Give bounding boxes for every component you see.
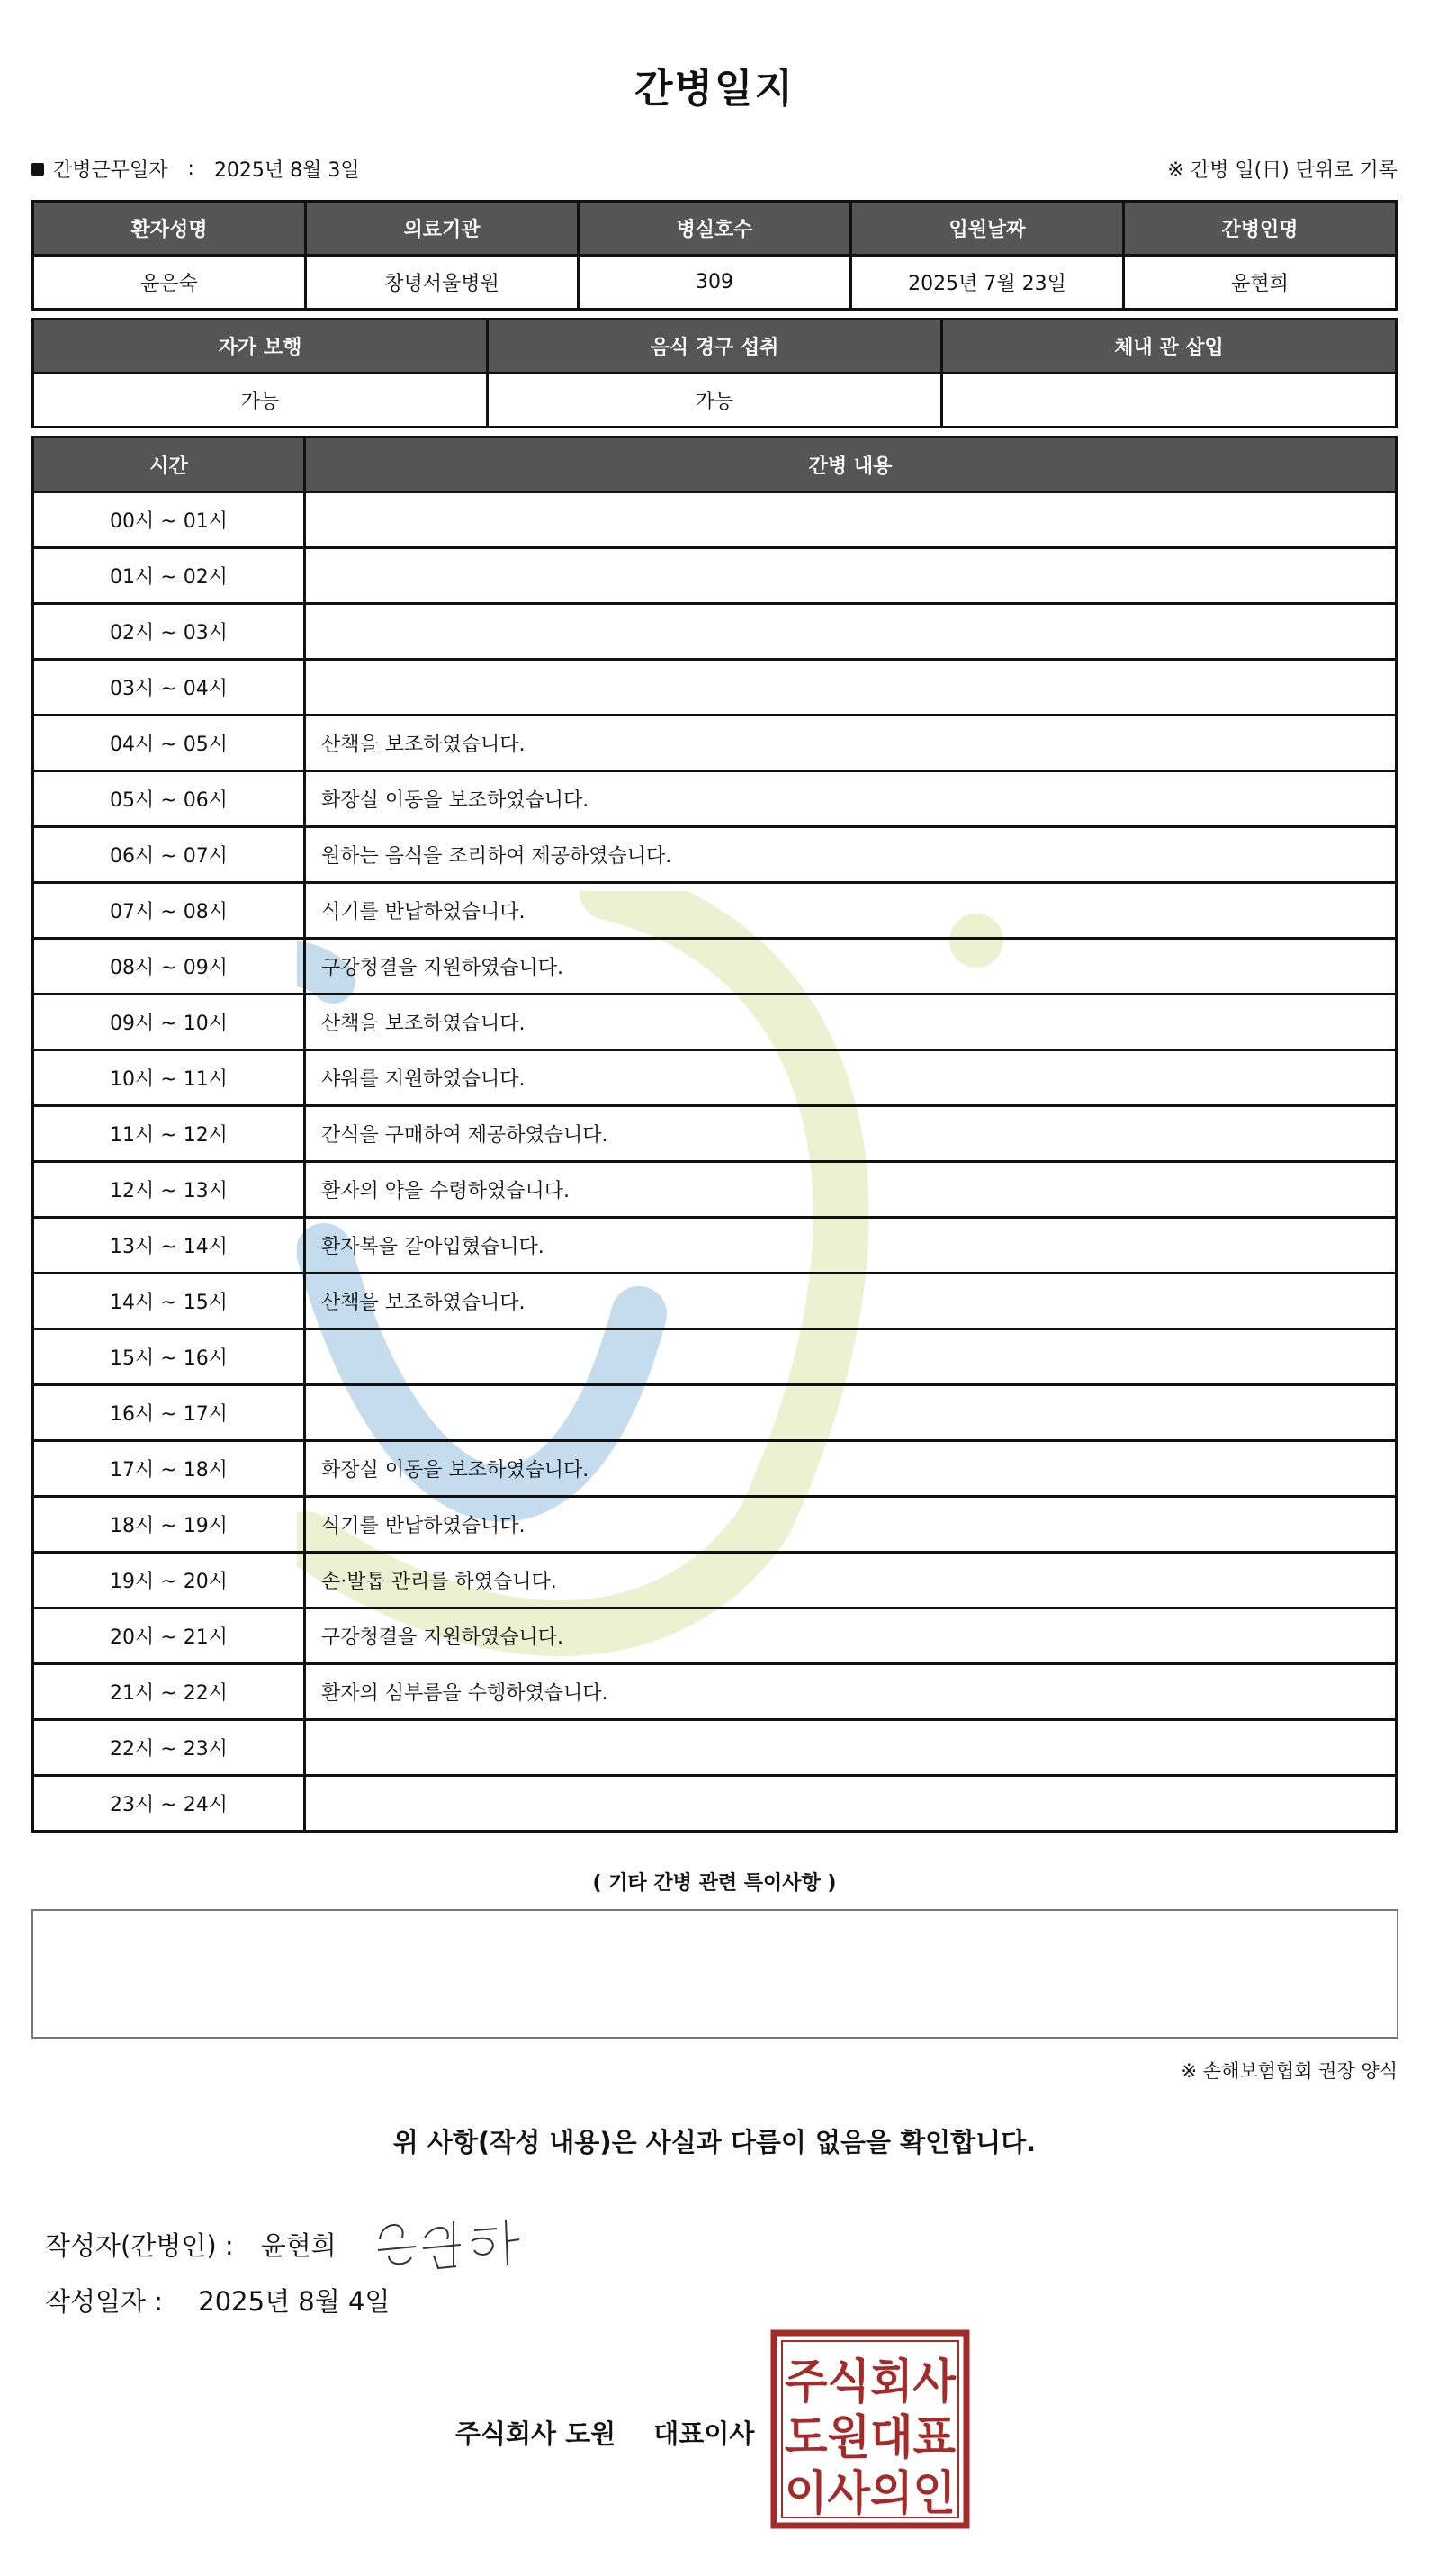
writer-line [45, 2212, 524, 2275]
care-log-content [305, 1720, 1397, 1776]
work-date-label: 간병근무일자 [53, 159, 168, 182]
care-log-row [33, 939, 1397, 995]
care-log-time: 10시 ~ 11시 [33, 1050, 305, 1106]
seal-text-line: 이사의인 [785, 2467, 956, 2521]
care-log-content [305, 660, 1397, 716]
care-log-row [33, 660, 1397, 716]
care-log-row [33, 492, 1397, 548]
company-seal-stamp [770, 2329, 970, 2529]
tube-insertion-header: 체내 관 삽입 [942, 320, 1397, 374]
patient-name-header: 환자성명 [33, 202, 306, 256]
care-log-time: 16시 ~ 17시 [33, 1385, 305, 1441]
tube-insertion-value [942, 374, 1397, 428]
care-log-content: 산책을 보조하였습니다. [305, 1274, 1397, 1329]
care-log-time: 00시 ~ 01시 [33, 492, 305, 548]
special-notes-box [31, 1909, 1398, 2039]
care-log-time: 06시 ~ 07시 [33, 827, 305, 883]
patient-info-table [31, 200, 1398, 311]
care-log-row [33, 1106, 1397, 1162]
oral-intake-header: 음식 경구 섭취 [488, 320, 942, 374]
care-log-content: 산책을 보조하였습니다. [305, 995, 1397, 1050]
work-date [31, 155, 360, 183]
patient-status-table [31, 318, 1398, 428]
care-log-row [33, 1329, 1397, 1385]
care-log-time: 12시 ~ 13시 [33, 1162, 305, 1218]
company-name: 주식회사 도원 [455, 2418, 616, 2449]
care-log-row [33, 995, 1397, 1050]
care-log-body [33, 492, 1397, 1832]
care-log-time: 15시 ~ 16시 [33, 1329, 305, 1385]
care-log-table [31, 436, 1398, 1833]
company-title: 대표이사 [653, 2418, 755, 2449]
hospital-header: 의료기관 [306, 202, 579, 256]
written-date-line [45, 2282, 390, 2319]
care-log-row [33, 1218, 1397, 1274]
handwritten-signature [371, 2212, 524, 2275]
hospital-value: 창녕서울병원 [306, 256, 579, 310]
patient-info-header-row [33, 202, 1397, 256]
care-log-row [33, 1162, 1397, 1218]
care-log-content: 샤워를 지원하였습니다. [305, 1050, 1397, 1106]
work-date-separator: : [187, 158, 194, 180]
caregiver-name-header: 간병인명 [1124, 202, 1397, 256]
care-log-row [33, 1664, 1397, 1720]
care-log-content [305, 492, 1397, 548]
care-log-row [33, 1553, 1397, 1608]
seal-text-line: 주식회사 [785, 2355, 957, 2409]
care-log-time: 13시 ~ 14시 [33, 1218, 305, 1274]
care-log-content: 화장실 이동을 보조하였습니다. [305, 1441, 1397, 1497]
care-log-time: 22시 ~ 23시 [33, 1720, 305, 1776]
care-log-content: 원하는 음식을 조리하여 제공하였습니다. [305, 827, 1397, 883]
care-log-row [33, 1050, 1397, 1106]
care-log-content: 간식을 구매하여 제공하였습니다. [305, 1106, 1397, 1162]
care-log-time: 17시 ~ 18시 [33, 1441, 305, 1497]
care-log-time: 14시 ~ 15시 [33, 1274, 305, 1329]
care-log-row [33, 548, 1397, 604]
room-number-header: 병실호수 [579, 202, 851, 256]
care-log-row [33, 1385, 1397, 1441]
form-source-note: ※ 손해보험협회 권장 양식 [1181, 2060, 1398, 2082]
writer-label: 작성자(간병인) : [45, 2229, 234, 2261]
care-log-content [305, 1385, 1397, 1441]
care-log-content: 식기를 반납하였습니다. [305, 1497, 1397, 1553]
care-log-row [33, 1497, 1397, 1553]
care-log-time: 19시 ~ 20시 [33, 1553, 305, 1608]
care-log-content: 구강청결을 지원하였습니다. [305, 1608, 1397, 1664]
care-log-row [33, 716, 1397, 771]
care-log-row [33, 1776, 1397, 1832]
patient-status-value-row [33, 374, 1397, 428]
room-number-value: 309 [579, 256, 851, 310]
care-log-row [33, 1608, 1397, 1664]
care-log-row [33, 883, 1397, 939]
written-date-value: 2025년 8월 4일 [198, 2286, 391, 2317]
care-log-time: 09시 ~ 10시 [33, 995, 305, 1050]
care-log-row [33, 1720, 1397, 1776]
caregiver-name-value: 윤현희 [1124, 256, 1397, 310]
written-date-label: 작성일자 : [45, 2286, 164, 2317]
care-log-content: 산책을 보조하였습니다. [305, 716, 1397, 771]
care-log-content: 손·발톱 관리를 하였습니다. [305, 1553, 1397, 1608]
care-log-time: 05시 ~ 06시 [33, 771, 305, 827]
self-walking-value: 가능 [33, 374, 488, 428]
care-log-time: 08시 ~ 09시 [33, 939, 305, 995]
care-log-time: 18시 ~ 19시 [33, 1497, 305, 1553]
page-title: 간병일지 [634, 66, 795, 112]
writer-name: 윤현희 [260, 2229, 337, 2261]
care-log-content: 환자의 약을 수령하였습니다. [305, 1162, 1397, 1218]
care-log-row [33, 771, 1397, 827]
care-log-time: 01시 ~ 02시 [33, 548, 305, 604]
care-log-time: 20시 ~ 21시 [33, 1608, 305, 1664]
care-log-time: 07시 ~ 08시 [33, 883, 305, 939]
work-date-value: 2025년 8월 3일 [213, 159, 360, 182]
care-log-content [305, 1776, 1397, 1832]
oral-intake-value: 가능 [488, 374, 942, 428]
care-log-content [305, 548, 1397, 604]
patient-name-value: 윤은숙 [33, 256, 306, 310]
care-log-content [305, 604, 1397, 660]
patient-status-header-row [33, 320, 1397, 374]
bullet-square-icon [31, 163, 44, 176]
care-log-row [33, 1274, 1397, 1329]
record-unit-note: ※ 간병 일(日) 단위로 기록 [1167, 159, 1398, 182]
confirmation-statement: 위 사항(작성 내용)은 사실과 다름이 없음을 확인합니다. [392, 2127, 1037, 2157]
care-log-content: 화장실 이동을 보조하였습니다. [305, 771, 1397, 827]
self-walking-header: 자가 보행 [33, 320, 488, 374]
patient-info-value-row [33, 256, 1397, 310]
care-log-time: 21시 ~ 22시 [33, 1664, 305, 1720]
admission-date-value: 2025년 7월 23일 [851, 256, 1124, 310]
care-log-content: 구강청결을 지원하였습니다. [305, 939, 1397, 995]
care-log-time: 03시 ~ 04시 [33, 660, 305, 716]
seal-text-line: 도원대표 [785, 2411, 956, 2465]
special-notes-title: ( 기타 간병 관련 특이사항 ) [592, 1872, 837, 1895]
care-log-time: 02시 ~ 03시 [33, 604, 305, 660]
care-log-header-row [33, 437, 1397, 492]
care-log-row [33, 604, 1397, 660]
care-log-time: 04시 ~ 05시 [33, 716, 305, 771]
company-signatory [455, 2414, 754, 2451]
admission-date-header: 입원날짜 [851, 202, 1124, 256]
time-header: 시간 [33, 437, 305, 492]
care-log-content: 식기를 반납하였습니다. [305, 883, 1397, 939]
care-log-time: 11시 ~ 12시 [33, 1106, 305, 1162]
care-log-content: 환자복을 갈아입혔습니다. [305, 1218, 1397, 1274]
care-content-header: 간병 내용 [305, 437, 1397, 492]
care-log-time: 23시 ~ 24시 [33, 1776, 305, 1832]
care-log-row [33, 827, 1397, 883]
care-log-row [33, 1441, 1397, 1497]
care-log-content: 환자의 심부름을 수행하였습니다. [305, 1664, 1397, 1720]
care-log-content [305, 1329, 1397, 1385]
